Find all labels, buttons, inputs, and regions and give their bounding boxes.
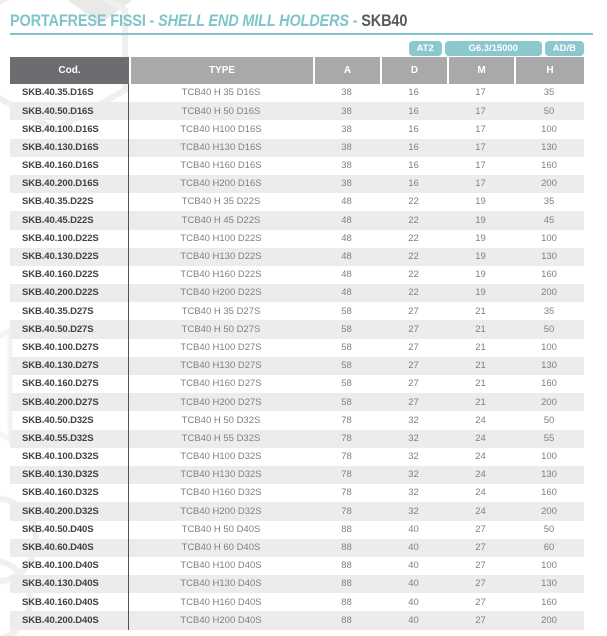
cell-d: 27	[408, 305, 419, 317]
cell-a: 58	[341, 360, 352, 372]
cell-m: 21	[475, 396, 486, 408]
cell-type: TCB40 H130 D32S	[180, 469, 262, 481]
cell-d: 40	[408, 596, 419, 608]
column-header-type: TYPE	[129, 57, 313, 84]
table-row	[10, 375, 584, 393]
cell-cod: SKB.40.200.D32S	[10, 502, 129, 520]
cell-cod: SKB.40.100.D16S	[10, 120, 129, 138]
cell-h: 130	[541, 251, 557, 263]
table-row	[10, 575, 584, 593]
cell-a: 78	[341, 505, 352, 517]
table-row	[10, 593, 584, 611]
column-header-cod: Cod.	[10, 57, 129, 84]
cell-a: 48	[341, 214, 352, 226]
cell-cod: SKB.40.50.D40S	[10, 521, 129, 539]
cell-a: 88	[341, 596, 352, 608]
table-header	[10, 57, 584, 84]
cell-m: 24	[475, 414, 486, 426]
cell-a: 88	[341, 542, 352, 554]
table-body	[10, 84, 584, 630]
cell-type: TCB40 H200 D22S	[180, 287, 262, 299]
cell-h: 100	[541, 123, 557, 135]
cell-cod: SKB.40.130.D27S	[10, 357, 129, 375]
cell-type: TCB40 H 55 D32S	[181, 432, 261, 444]
title-separator-1: -	[145, 12, 159, 30]
cell-d: 16	[408, 141, 419, 153]
cell-m: 21	[475, 323, 486, 335]
cell-h: 160	[541, 378, 557, 390]
table-row	[10, 157, 584, 175]
cell-cod: SKB.40.200.D27S	[10, 393, 129, 411]
table-row	[10, 539, 584, 557]
cell-m: 19	[475, 196, 486, 208]
cell-cod: SKB.40.200.D22S	[10, 284, 129, 302]
cell-cod: SKB.40.130.D22S	[10, 248, 129, 266]
cell-d: 32	[408, 414, 419, 426]
cell-h: 35	[543, 87, 555, 99]
cell-cod: SKB.40.55.D32S	[10, 430, 129, 448]
cell-d: 16	[408, 178, 419, 190]
cell-cod: SKB.40.100.D40S	[10, 557, 129, 575]
table-row	[10, 393, 584, 411]
cell-a: 88	[341, 614, 352, 626]
cell-h: 35	[543, 305, 555, 317]
table-row	[10, 357, 584, 375]
cell-cod: SKB.40.35.D16S	[10, 84, 129, 102]
cell-cod: SKB.40.160.D40S	[10, 593, 129, 611]
badge-balance-grade: G6.3/15000	[445, 41, 542, 56]
cell-a: 38	[341, 87, 352, 99]
cell-h: 160	[541, 269, 557, 281]
cell-d: 27	[408, 341, 419, 353]
cell-type: TCB40 H200 D16S	[180, 178, 262, 190]
cell-m: 27	[475, 542, 486, 554]
title-english: SHELL END MILL HOLDERS	[158, 12, 349, 30]
cell-d: 32	[408, 505, 419, 517]
table-row	[10, 611, 584, 629]
cell-h: 130	[541, 578, 557, 590]
cell-m: 17	[475, 178, 486, 190]
cell-a: 38	[341, 178, 352, 190]
cell-type: TCB40 H 35 D16S	[181, 87, 261, 99]
cell-d: 16	[408, 123, 419, 135]
table-row	[10, 120, 584, 138]
cell-a: 78	[341, 432, 352, 444]
cell-m: 19	[475, 251, 486, 263]
cell-h: 100	[541, 232, 557, 244]
cell-type: TCB40 H160 D27S	[180, 378, 262, 390]
table-row	[10, 230, 584, 248]
cell-h: 35	[543, 196, 555, 208]
cell-type: TCB40 H200 D40S	[180, 614, 262, 626]
cell-a: 48	[341, 251, 352, 263]
cell-m: 24	[475, 487, 486, 499]
title-separator-2: -	[348, 12, 362, 30]
cell-cod: SKB.40.35.D22S	[10, 193, 129, 211]
cell-m: 17	[475, 105, 486, 117]
cell-type: TCB40 H160 D16S	[180, 160, 262, 172]
table-row	[10, 484, 584, 502]
badge-at2: AT2	[409, 41, 442, 56]
cell-d: 22	[408, 196, 419, 208]
cell-type: TCB40 H200 D32S	[180, 505, 262, 517]
cell-type: TCB40 H 50 D27S	[181, 323, 261, 335]
cell-type: TCB40 H200 D27S	[180, 396, 262, 408]
cell-d: 16	[408, 87, 419, 99]
cell-m: 21	[475, 378, 486, 390]
cell-d: 27	[408, 323, 419, 335]
cell-d: 32	[408, 451, 419, 463]
cell-type: TCB40 H100 D32S	[180, 451, 262, 463]
cell-cod: SKB.40.100.D32S	[10, 448, 129, 466]
cell-h: 160	[541, 487, 557, 499]
cell-h: 200	[541, 287, 557, 299]
cell-m: 21	[475, 360, 486, 372]
table-row	[10, 302, 584, 320]
cell-d: 22	[408, 214, 419, 226]
cell-d: 32	[408, 487, 419, 499]
cell-d: 22	[408, 269, 419, 281]
title-italian: PORTAFRESE FISSI	[10, 12, 146, 30]
table-row	[10, 466, 584, 484]
cell-m: 27	[475, 578, 486, 590]
cell-type: TCB40 H 50 D32S	[181, 414, 261, 426]
table-row	[10, 339, 584, 357]
cell-cod: SKB.40.160.D22S	[10, 266, 129, 284]
cell-m: 27	[475, 614, 486, 626]
cell-a: 38	[341, 105, 352, 117]
cell-d: 40	[408, 578, 419, 590]
cell-type: TCB40 H160 D32S	[180, 487, 262, 499]
title-model-code: SKB40	[361, 12, 408, 30]
cell-a: 88	[341, 523, 352, 535]
cell-h: 50	[543, 105, 555, 117]
cell-m: 17	[475, 141, 486, 153]
cell-a: 48	[341, 287, 352, 299]
cell-m: 24	[475, 469, 486, 481]
cell-a: 58	[341, 341, 352, 353]
table-row	[10, 284, 584, 302]
cell-m: 27	[475, 523, 486, 535]
table-row	[10, 502, 584, 520]
cell-m: 21	[475, 305, 486, 317]
cell-a: 78	[341, 414, 352, 426]
cell-type: TCB40 H130 D22S	[180, 251, 262, 263]
cell-type: TCB40 H130 D27S	[180, 360, 262, 372]
holders-table	[10, 57, 584, 630]
cell-h: 45	[543, 214, 555, 226]
cell-d: 40	[408, 560, 419, 572]
cell-h: 200	[541, 614, 557, 626]
badge-adb: AD/B	[545, 41, 584, 56]
cell-a: 88	[341, 560, 352, 572]
cell-h: 60	[543, 542, 555, 554]
cell-d: 16	[408, 160, 419, 172]
cell-a: 38	[341, 123, 352, 135]
cell-m: 19	[475, 232, 486, 244]
cell-cod: SKB.40.130.D40S	[10, 575, 129, 593]
cell-m: 17	[475, 87, 486, 99]
cell-h: 50	[543, 523, 555, 535]
cell-a: 58	[341, 396, 352, 408]
table-row	[10, 102, 584, 120]
cell-a: 38	[341, 141, 352, 153]
cell-d: 16	[408, 105, 419, 117]
cell-cod: SKB.40.50.D27S	[10, 320, 129, 338]
cell-h: 50	[543, 323, 555, 335]
cell-type: TCB40 H 35 D22S	[181, 196, 261, 208]
table-row	[10, 248, 584, 266]
cell-m: 24	[475, 451, 486, 463]
cell-cod: SKB.40.35.D27S	[10, 302, 129, 320]
table-row	[10, 320, 584, 338]
cell-a: 78	[341, 451, 352, 463]
cell-m: 17	[475, 123, 486, 135]
table-row	[10, 411, 584, 429]
table-row	[10, 193, 584, 211]
cell-h: 100	[541, 451, 557, 463]
cell-type: TCB40 H100 D16S	[180, 123, 262, 135]
table-row	[10, 211, 584, 229]
cell-m: 27	[475, 560, 486, 572]
cell-type: TCB40 H 60 D40S	[181, 542, 261, 554]
cell-h: 55	[543, 432, 555, 444]
cell-m: 27	[475, 596, 486, 608]
cell-d: 32	[408, 469, 419, 481]
table-row	[10, 175, 584, 193]
cell-m: 24	[475, 505, 486, 517]
table-row	[10, 448, 584, 466]
cell-h: 50	[543, 414, 555, 426]
cell-cod: SKB.40.160.D27S	[10, 375, 129, 393]
table-row	[10, 84, 584, 102]
cell-cod: SKB.40.50.D32S	[10, 411, 129, 429]
cell-d: 27	[408, 378, 419, 390]
cell-a: 88	[341, 578, 352, 590]
cell-a: 48	[341, 269, 352, 281]
cell-cod: SKB.40.130.D16S	[10, 139, 129, 157]
table-row	[10, 139, 584, 157]
cell-a: 78	[341, 487, 352, 499]
cell-d: 32	[408, 432, 419, 444]
cell-h: 130	[541, 141, 557, 153]
cell-d: 40	[408, 614, 419, 626]
cell-type: TCB40 H130 D40S	[180, 578, 262, 590]
cell-d: 40	[408, 523, 419, 535]
cell-type: TCB40 H100 D22S	[180, 232, 262, 244]
cell-a: 58	[341, 305, 352, 317]
cell-type: TCB40 H 35 D27S	[181, 305, 261, 317]
cell-d: 22	[408, 232, 419, 244]
cell-m: 19	[475, 214, 486, 226]
cell-h: 100	[541, 341, 557, 353]
table-row	[10, 521, 584, 539]
cell-a: 58	[341, 378, 352, 390]
cell-m: 24	[475, 432, 486, 444]
cell-cod: SKB.40.200.D40S	[10, 611, 129, 629]
cell-d: 27	[408, 396, 419, 408]
spec-badges	[10, 41, 584, 56]
cell-a: 78	[341, 469, 352, 481]
cell-a: 48	[341, 196, 352, 208]
cell-cod: SKB.40.100.D22S	[10, 230, 129, 248]
cell-m: 17	[475, 160, 486, 172]
column-header-d: D	[380, 57, 447, 84]
page-title	[10, 12, 407, 31]
cell-type: TCB40 H 50 D40S	[181, 523, 261, 535]
cell-type: TCB40 H160 D40S	[180, 596, 262, 608]
cell-type: TCB40 H100 D27S	[180, 341, 262, 353]
cell-h: 200	[541, 396, 557, 408]
cell-type: TCB40 H160 D22S	[180, 269, 262, 281]
cell-m: 19	[475, 269, 486, 281]
cell-type: TCB40 H 45 D22S	[181, 214, 261, 226]
cell-h: 160	[541, 596, 557, 608]
table-row	[10, 266, 584, 284]
cell-d: 40	[408, 542, 419, 554]
cell-cod: SKB.40.60.D40S	[10, 539, 129, 557]
cell-cod: SKB.40.50.D16S	[10, 102, 129, 120]
column-header-m: M	[447, 57, 514, 84]
table-row	[10, 430, 584, 448]
cell-cod: SKB.40.100.D27S	[10, 339, 129, 357]
cell-type: TCB40 H 50 D16S	[181, 105, 261, 117]
cell-d: 22	[408, 287, 419, 299]
cell-cod: SKB.40.45.D22S	[10, 211, 129, 229]
cell-type: TCB40 H100 D40S	[180, 560, 262, 572]
title-underline	[10, 33, 593, 35]
cell-cod: SKB.40.160.D32S	[10, 484, 129, 502]
cell-cod: SKB.40.160.D16S	[10, 157, 129, 175]
cell-d: 22	[408, 251, 419, 263]
cell-h: 130	[541, 360, 557, 372]
cell-a: 58	[341, 323, 352, 335]
cell-type: TCB40 H130 D16S	[180, 141, 262, 153]
cell-h: 200	[541, 178, 557, 190]
cell-a: 48	[341, 232, 352, 244]
cell-d: 27	[408, 360, 419, 372]
cell-a: 38	[341, 160, 352, 172]
column-header-h: H	[514, 57, 584, 84]
cell-h: 130	[541, 469, 557, 481]
cell-m: 21	[475, 341, 486, 353]
cell-h: 100	[541, 560, 557, 572]
cell-h: 200	[541, 505, 557, 517]
cell-cod: SKB.40.130.D32S	[10, 466, 129, 484]
cell-m: 19	[475, 287, 486, 299]
cell-cod: SKB.40.200.D16S	[10, 175, 129, 193]
column-header-a: A	[313, 57, 380, 84]
cell-h: 160	[541, 160, 557, 172]
table-row	[10, 557, 584, 575]
